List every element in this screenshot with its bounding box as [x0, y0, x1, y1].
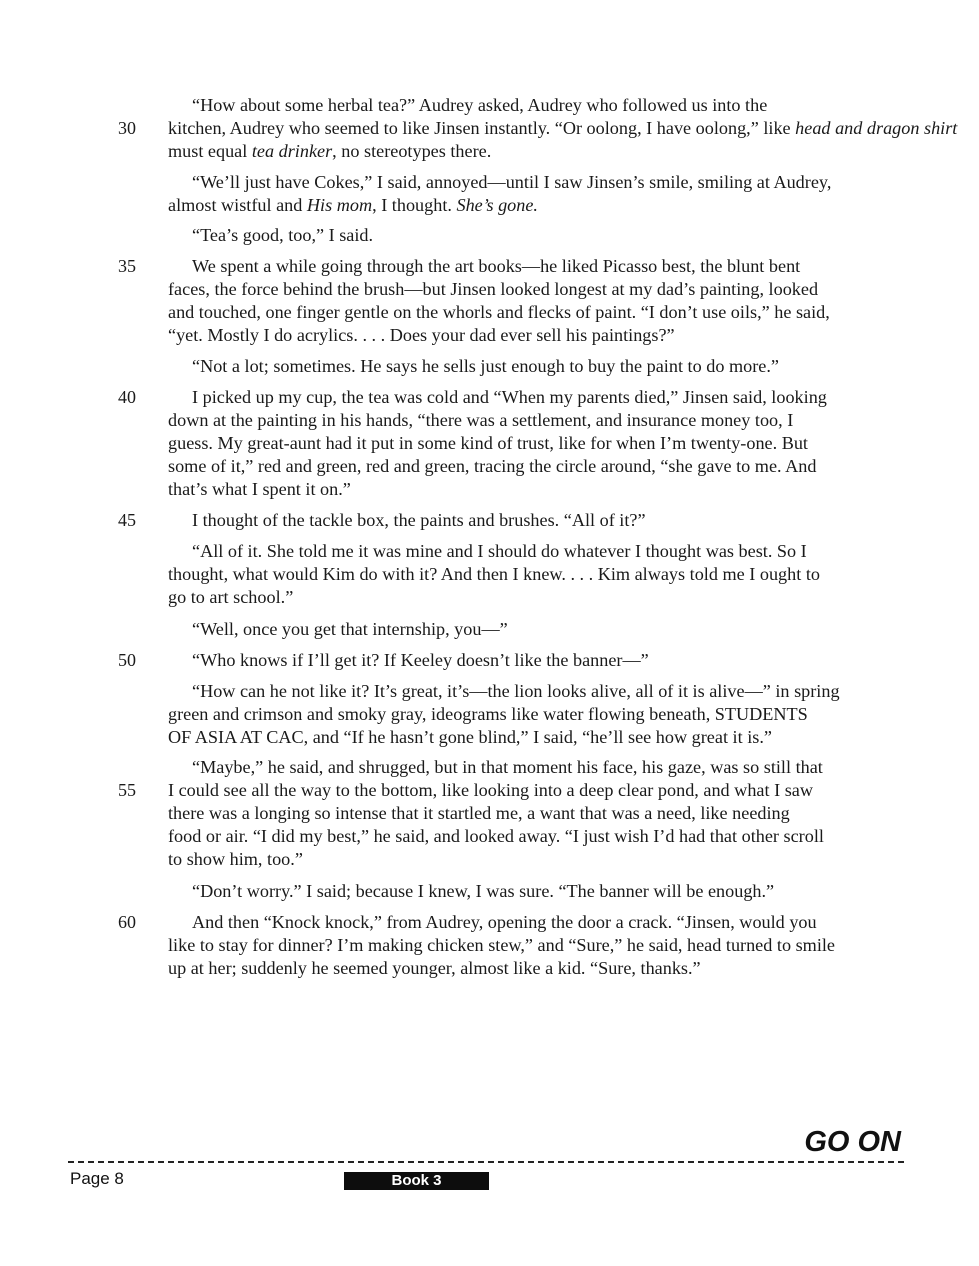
- text-run: must equal: [168, 141, 252, 161]
- text-line: faces, the force behind the brush—but Jinsen looked longest at my dad’s painting, looked: [168, 279, 819, 299]
- text-line: “All of it. She told me it was mine and I should do whatever I thought was best. So I: [192, 541, 807, 561]
- text-line: [168, 140, 888, 163]
- text-line: green and crimson and smoky gray, ideograms like water flowing beneath, STUDENTS: [168, 704, 808, 724]
- text-line: OF ASIA AT CAC, and “If he hasn’t gone blind,” I said, “he’ll see how great it is.”: [168, 727, 772, 747]
- go-on-label: GO ON: [804, 1126, 901, 1158]
- text-line: “Well, once you get that internship, you—”: [192, 619, 508, 639]
- text-line: like to stay for dinner? I’m making chicken stew,” and “Sure,” he said, head turned to smile: [168, 935, 835, 955]
- text-line: “Not a lot; sometimes. He says he sells just enough to buy the paint to do more.”: [192, 356, 779, 376]
- text-run: almost wistful and: [168, 195, 307, 215]
- text-line: “How about some herbal tea?” Audrey asked, Audrey who followed us into the: [192, 95, 768, 115]
- text-line: “Don’t worry.” I said; because I knew, I was sure. “The banner will be enough.”: [192, 881, 775, 901]
- line-number: 30: [118, 118, 136, 138]
- page-number: Page 8: [70, 1169, 124, 1188]
- text-line: I thought of the tackle box, the paints and brushes. “All of it?”: [192, 510, 646, 530]
- text-line: thought, what would Kim do with it? And then I knew. . . . Kim always told me I ought to: [168, 564, 820, 584]
- text-line: guess. My great-aunt had it put in some kind of trust, like for when I’m twenty-one. But: [168, 433, 808, 453]
- text-line: “How can he not like it? It’s great, it’s—the lion looks alive, all of it is alive—” in spring: [192, 681, 840, 701]
- text-line: and touched, one finger gentle on the whorls and flecks of paint. “I don’t use oils,” he said,: [168, 302, 830, 322]
- text-line: [168, 117, 958, 140]
- text-line: that’s what I spent it on.”: [168, 479, 351, 499]
- text-run: , I thought.: [372, 195, 457, 215]
- text-line: “Tea’s good, too,” I said.: [192, 225, 374, 245]
- text-line: [168, 194, 888, 217]
- text-line: “yet. Mostly I do acrylics. . . . Does your dad ever sell his paintings?”: [168, 325, 675, 345]
- text-line: And then “Knock knock,” from Audrey, opening the door a crack. “Jinsen, would you: [192, 912, 817, 932]
- text-line: food or air. “I did my best,” he said, and looked away. “I just wish I’d had that other scroll: [168, 826, 824, 846]
- text-run-italic: She’s gone.: [456, 195, 538, 215]
- text-line: “Maybe,” he said, and shrugged, but in that moment his face, his gaze, was so still that: [192, 757, 823, 777]
- text-line: up at her; suddenly he seemed younger, almost like a kid. “Sure, thanks.”: [168, 958, 701, 978]
- text-line: go to art school.”: [168, 587, 294, 607]
- line-number: 40: [118, 387, 136, 407]
- text-line: “We’ll just have Cokes,” I said, annoyed—until I saw Jinsen’s smile, smiling at Audrey,: [192, 172, 832, 192]
- text-line: some of it,” red and green, red and green, tracing the circle around, “she gave to me. And: [168, 456, 817, 476]
- line-number: 55: [118, 780, 136, 800]
- line-number: 45: [118, 510, 136, 530]
- line-number: 50: [118, 650, 136, 670]
- text-run-italic: tea drinker: [251, 141, 333, 161]
- text-run: , no stereotypes there.: [332, 141, 492, 161]
- footer-divider: [68, 1161, 904, 1163]
- text-line: I picked up my cup, the tea was cold and “When my parents died,” Jinsen said, looking: [192, 387, 827, 407]
- text-line: down at the painting in his hands, “there was a settlement, and insurance money too, I: [168, 410, 794, 430]
- text-line: “Who knows if I’ll get it? If Keeley doesn’t like the banner—”: [192, 650, 649, 670]
- text-run-italic: head and dragon shirt: [795, 118, 958, 138]
- text-run: kitchen, Audrey who seemed to like Jinsen instantly. “Or oolong, I have oolong,” like: [168, 118, 791, 138]
- text-line: I could see all the way to the bottom, like looking into a deep clear pond, and what I saw: [168, 780, 813, 800]
- text-line: there was a longing so intense that it startled me, a want that was a need, like needing: [168, 803, 790, 823]
- line-number: 35: [118, 256, 136, 276]
- text-line: We spent a while going through the art books—he liked Picasso best, the blunt bent: [192, 256, 801, 276]
- line-number: 60: [118, 912, 136, 932]
- text-run-italic: His mom: [306, 195, 373, 215]
- text-line: to show him, too.”: [168, 849, 303, 869]
- book-label: Book 3: [344, 1172, 489, 1190]
